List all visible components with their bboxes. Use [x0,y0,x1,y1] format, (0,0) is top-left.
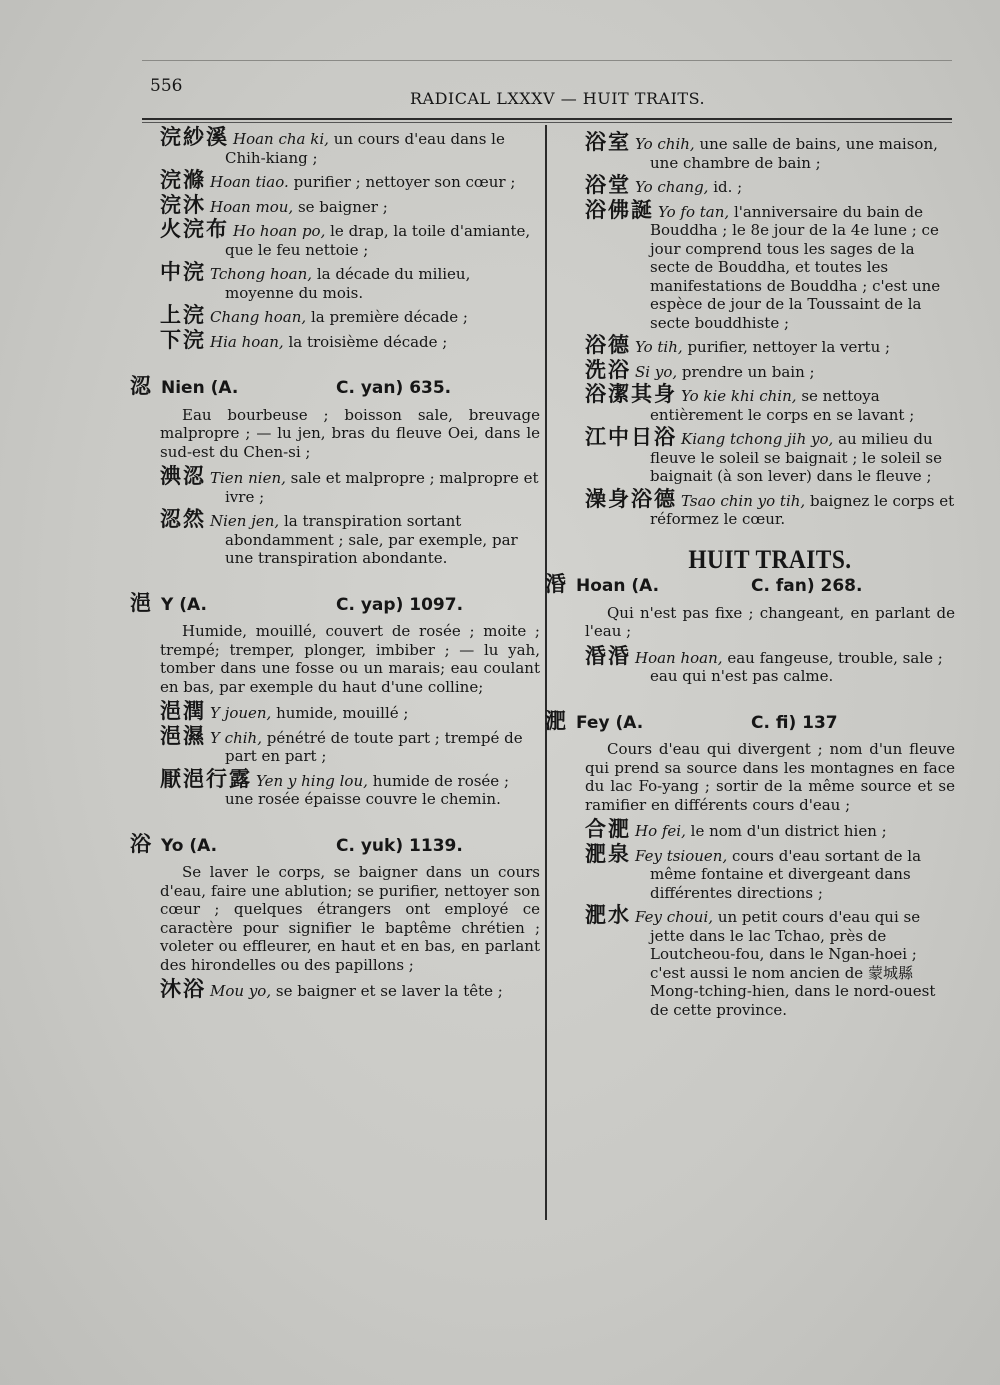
cjk-term: 浴堂 [585,173,631,197]
romanization: Mou yo, [210,982,272,1000]
left-column [130,125,540,1005]
list-item [160,260,540,302]
head-character: 涊 [130,374,151,398]
list-item [160,192,540,217]
head-name: Hoan (A. [576,576,660,596]
definition: se baigner et se laver la tête ; [275,982,503,1000]
list-item [585,817,955,841]
definition: l'anniversaire du bain de Bouddha ; le 8e jour de la 4e lune ; ce jour comprend tous les sages de la secte de Bouddha, et toutes les manifestations de Bouddha ; c'est une espèce de jour de la Toussaint de la secte bouddhiste ; [650,202,941,332]
cjk-term: 淟涊 [160,464,206,488]
cjk-term: 浥潤 [160,699,206,723]
list-item [585,357,955,382]
definition: la décade du milieu, moyenne du mois. [225,265,471,302]
cjk-term: 浣滌 [160,168,206,192]
romanization: Kiang tchong jih yo, [681,430,834,448]
definition: le nom d'un district hien ; [690,822,887,840]
definition: purifier, nettoyer la vertu ; [687,338,891,356]
definition: la première décade ; [310,308,468,326]
list-item [585,841,955,903]
romanization: Tchong hoan, [210,265,313,283]
cjk-term: 浣紗溪 [160,125,229,149]
head-name: Yo (A. [161,835,218,856]
head-code: C. yuk) 1139. [336,835,463,856]
header-rule-thin [142,122,952,123]
head-code: C. yan) 635. [336,378,452,398]
list-item [585,130,955,172]
definition-paragraph: Humide, mouillé, couvert de rosée ; moite ; trempé; tremper, plonger, imbiber ; — lu yah, tomber dans une fosse ou un marais; eau coulant en bas, par exemple du haut d'une colline; [160,622,540,696]
column-divider [545,125,547,1220]
cjk-term: 浣沐 [160,192,206,217]
definition-paragraph: Se laver le corps, se baigner dans un cours d'eau, faire une ablution; se purifier, nettoyer son cœur ; quelques étrangers ont employé ce caractère pour signifier le baptême chrétien ; voleter ou effleurer, en haut et en bas, en parlant des hirondelles ou des papillons ; [160,863,540,974]
cjk-term: 厭浥行露 [160,766,252,791]
list-item [160,327,540,352]
romanization: Hoan mou, [210,197,294,216]
compounds-hoan [160,125,540,352]
definition: pénétré de toute part ; trempé de part en part ; [225,728,523,765]
romanization: Tien nien, [210,469,286,487]
head-character: 涽 [545,572,566,596]
list-item [160,699,540,723]
definition: humide, mouillé ; [276,704,409,722]
head-character: 浥 [130,590,151,615]
heading-nien [130,374,540,398]
page-number: 556 [150,76,183,96]
cjk-term: 浴室 [585,130,631,154]
definition: id. ; [713,178,743,196]
romanization: Hoan hoan, [635,648,723,667]
cjk-term: 淝水 [585,903,631,927]
definition: prendre un bain ; [681,362,815,381]
head-character: 浴 [130,831,151,856]
list-item [160,303,540,327]
cjk-term: 涽涽 [585,643,631,668]
romanization: Si yo, [635,362,678,381]
romanization: Yo chang, [635,178,709,196]
cjk-term: 浥濕 [160,723,206,748]
romanization: Yo fo tan, [658,202,730,221]
cjk-term: 澡身浴德 [585,486,677,511]
list-item [160,464,540,506]
section-title: HUIT TRAITS. [688,544,852,574]
romanization: Fey choui, [635,908,714,926]
list-item [585,425,955,486]
definition-paragraph: Qui n'est pas fixe ; changeant, en parlant de l'eau ; [585,603,955,640]
list-item [160,125,540,167]
romanization: Y jouen, [210,704,272,722]
cjk-term: 江中日浴 [585,425,677,449]
definition: un cours d'eau dans le Chih-kiang ; [225,130,505,167]
romanization: Yo kie khi chin, [681,387,797,405]
cjk-term: 淝泉 [585,841,631,866]
romanization: Yo chih, [635,135,695,153]
heading-fey [545,708,955,733]
header-rule [142,118,952,120]
romanization: Hoan cha ki, [233,130,329,148]
definition: cours d'eau sortant de la même fontaine et divergeant dans différentes directions ; [650,846,922,902]
romanization: Chang hoan, [210,308,307,326]
romanization: Y chih, [210,728,262,747]
cjk-term: 中浣 [160,260,206,284]
list-item [585,382,955,424]
list-item [585,173,955,197]
heading-hoan [545,572,955,596]
romanization: Hia hoan, [210,332,284,351]
definition-paragraph: Eau bourbeuse ; boisson sale, breuvage malpropre ; — lu jen, bras du fleuve Oei, dans le sud-est du Chen-si ; [160,405,540,461]
romanization: Yo tih, [635,338,683,356]
cjk-term: 浴德 [585,333,631,357]
cjk-term: 浴佛誕 [585,197,654,222]
definition: la transpiration sortant abondamment ; sale, par exemple, par une transpiration abondante. [225,512,518,567]
definition-paragraph: Cours d'eau qui divergent ; nom d'un fleuve qui prend sa source dans les montagnes en face du lac Fo-yang ; sortir de la même source et se ramifier en différents cours d'eau ; [585,740,955,814]
cjk-term: 洗浴 [585,357,631,382]
list-item [160,507,540,568]
list-item [585,333,955,357]
list-item [160,766,540,809]
list-item [160,977,540,1001]
definition: se baigner ; [297,197,388,216]
romanization: Ho hoan po, [233,222,326,240]
list-item [160,723,540,766]
definition: au milieu du fleuve le soleil se baignait ; le soleil se baignait (à son lever) dans le fleuve ; [650,430,942,485]
romanization: Nien jen, [210,512,280,530]
list-item [160,217,540,259]
romanization: Yen y hing lou, [256,771,368,790]
cjk-term: 合淝 [585,817,631,841]
list-item [585,197,955,333]
cjk-term: 下浣 [160,327,206,352]
definition: le drap, la toile d'amiante, que le feu nettoie ; [225,222,531,259]
cjk-term: 上浣 [160,303,206,327]
top-rule [142,60,952,61]
list-item [160,168,540,192]
running-title: RADICAL LXXXV — HUIT TRAITS. [410,89,706,108]
definition: un petit cours d'eau qui se jette dans le lac Tchao, près de Loutcheou-fou, dans le Ngan-hoei ; c'est aussi le nom ancien de 蒙城縣 Mong-tching-hien, dans le nord-ouest de cette province. [650,908,936,1019]
head-character: 淝 [545,708,566,733]
cjk-term: 火浣布 [160,217,229,241]
list-item [585,643,955,686]
romanization: Tsao chin yo tih, [681,491,806,510]
head-code: C. fi) 137 [751,712,838,733]
cjk-term: 浴潔其身 [585,382,677,406]
head-code: C. yap) 1097. [336,594,464,615]
head-name: Y (A. [161,594,207,615]
heading-y [130,590,540,615]
head-name: Fey (A. [576,712,644,733]
heading-yo [130,831,540,856]
definition: baignez le corps et réformez le cœur. [650,491,955,528]
definition: la troisième décade ; [288,332,448,351]
romanization: Hoan tiao. [210,173,289,191]
definition: sale et malpropre ; malpropre et ivre ; [225,469,539,506]
list-item [585,903,955,1019]
head-code: C. fan) 268. [751,576,863,596]
romanization: Fey tsiouen, [635,846,728,865]
definition: se nettoya entièrement le corps en se lavant ; [650,387,915,424]
romanization: Ho fei, [635,822,686,840]
definition: humide de rosée ; une rosée épaisse couvre le chemin. [225,771,509,808]
cjk-term: 沐浴 [160,977,206,1001]
list-item [585,486,955,529]
cjk-term: 涊然 [160,507,206,531]
head-name: Nien (A. [161,378,239,398]
definition: eau fangeuse, trouble, sale ; eau qui n'est pas calme. [650,648,943,685]
definition: purifier ; nettoyer son cœur ; [293,173,516,191]
right-column [545,130,955,1023]
definition: une salle de bains, une maison, une chambre de bain ; [650,135,938,172]
